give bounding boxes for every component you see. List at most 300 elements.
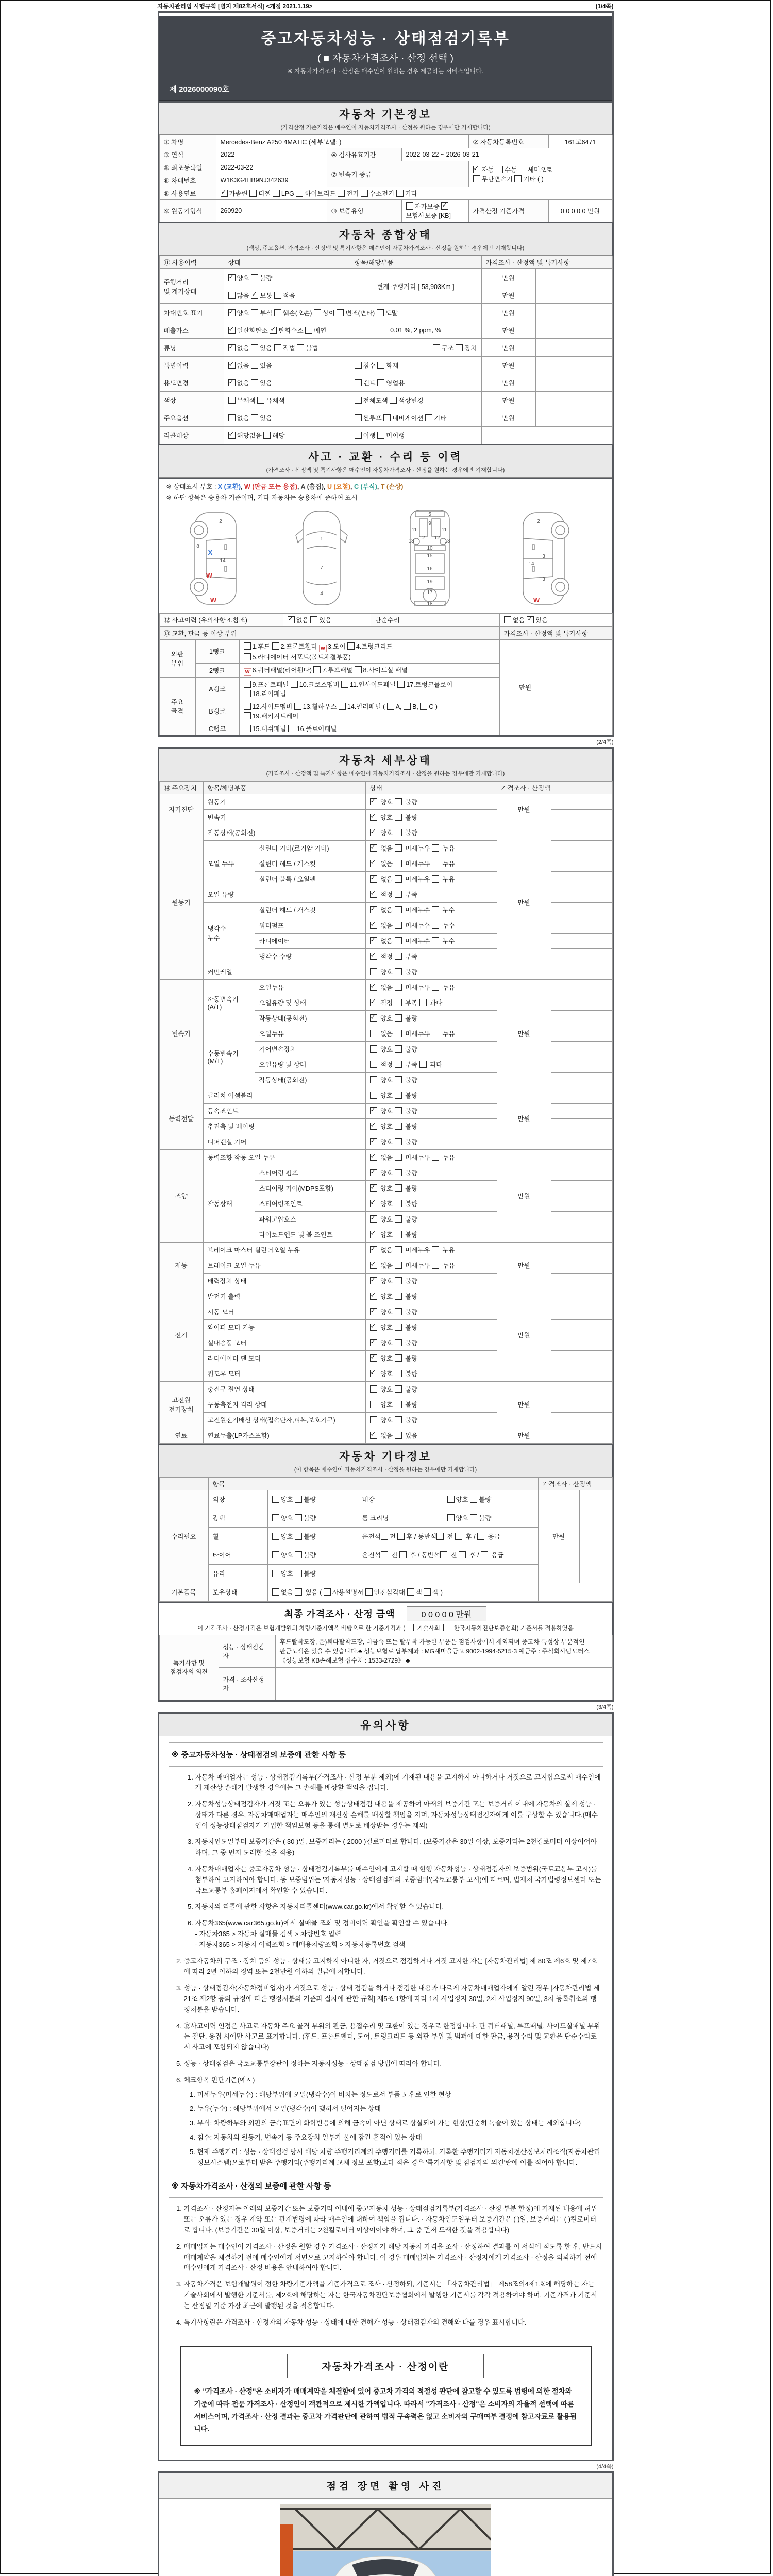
checkbox-checked-icon	[370, 798, 377, 805]
cell: 휠	[208, 1527, 267, 1546]
checkbox-icon	[355, 432, 362, 439]
cell	[551, 995, 612, 1010]
header-cell: ⑭ 주요장치	[159, 781, 203, 794]
checkbox-icon	[370, 1045, 377, 1053]
checkbox-icon	[249, 190, 257, 197]
cell: 동력전달	[159, 1088, 203, 1149]
legend-code: A (흠집)	[300, 483, 324, 490]
checkbox-icon	[251, 362, 258, 369]
checkbox-icon	[377, 309, 384, 316]
cell: 특별이력	[159, 357, 224, 374]
notice-subitem: 1. 미세누유(미세누수) : 해당부위에 오일(냉각수)이 비치는 정도로서 부품 노후로 인한 현상	[197, 2090, 603, 2100]
checkbox-icon	[251, 414, 258, 421]
header-cell: 상태	[224, 256, 350, 269]
cell	[551, 1428, 612, 1443]
cell	[551, 1304, 612, 1319]
checkbox-icon	[419, 999, 427, 1006]
cell: 2랭크	[195, 663, 239, 677]
cell: 구동축전지 격리 상태	[203, 1397, 365, 1412]
cell: 냉각수 누수	[203, 902, 255, 964]
legend-code: ,	[324, 483, 327, 490]
cell: 렌트 영업용	[350, 374, 481, 392]
checkbox-icon	[341, 681, 348, 688]
notice-item: 5. 자동차의 리콜에 관한 사항은 자동차리콜센터(www.car.go.kr)에서 확인할 수 있습니다.	[195, 1902, 603, 1912]
cell: 작동상태(공회전)	[255, 1072, 365, 1088]
checkbox-icon	[263, 432, 271, 439]
checkbox-icon	[395, 1076, 402, 1083]
checkbox-icon	[395, 1169, 402, 1176]
cell: ✓ 양호 불량	[365, 1319, 497, 1335]
sheet-2	[158, 747, 614, 1702]
cell: 충전구 절연 상태	[203, 1381, 365, 1397]
cell: ✓ 양호 불량	[365, 1304, 497, 1319]
notice-subitem: 4. 침수: 자동차의 원동기, 변속기 등 주요장치 일부가 물에 잠긴 흔적이 있는 상태	[197, 2132, 603, 2143]
cell: ⑫ 사고이력 (유의사항 4.참조)	[159, 613, 283, 626]
cell: 없음 ✓있음	[499, 613, 612, 626]
cell: 260920	[216, 200, 327, 222]
cell: 추진축 및 베어링	[203, 1118, 365, 1134]
checkbox-icon	[338, 190, 345, 197]
cell	[551, 1165, 612, 1180]
cell: 스티어링조인트	[255, 1196, 365, 1211]
legend-code: ,	[350, 483, 354, 490]
cell: 고전원 전기장치	[159, 1381, 203, 1428]
checkbox-icon	[436, 1533, 444, 1540]
cell: 기본품목	[159, 1583, 208, 1601]
checkbox-icon	[514, 175, 522, 182]
part-number: 18	[426, 601, 433, 607]
cell: 양호 불량	[365, 1381, 497, 1397]
cell: 만원	[481, 321, 535, 339]
legend-code: ,	[241, 483, 245, 490]
cell: 만원	[497, 1149, 551, 1242]
cell	[551, 809, 612, 825]
cell: 클러치 어셈블리	[203, 1088, 365, 1103]
document-subtitle: ( ■ 자동차가격조사 · 산정 선택 )	[317, 53, 454, 64]
checkbox-icon	[432, 1246, 439, 1253]
cell: 양호 불량	[267, 1509, 358, 1527]
checkbox-icon	[424, 1588, 431, 1596]
cell: 가격 · 조사산정 자	[219, 1667, 275, 1700]
page-marker-3: (3/4쪽)	[596, 1704, 614, 1710]
car-diagram-wrap	[159, 507, 612, 613]
cell: 전기	[159, 1289, 203, 1381]
cell: 만원	[497, 1289, 551, 1381]
notice-heading: ※ 중고자동차성능 · 상태점검의 보증에 관한 사항 등	[169, 1742, 603, 1767]
checkbox-checked-icon	[228, 362, 236, 369]
cell: 성능 · 상태점검 자	[219, 1635, 275, 1667]
cell: 커먼레일	[203, 964, 365, 979]
notice-item: 3. 성능 · 상태점검자(자동차정비업자)가 거짓으로 성능 · 상태 점검을 하거나 점검한 내용과 다르게 자동차매매업자에게 알린 경우 [자동차관리법 제21조 제2항 등의 규정에 따른 행정처분의 기준과 절차에 관한 규칙] 제5조 1항에 따라 1차 사업정지 30일, 2차 사업정지 90일, 3차 등록취소의 행정처분을 받습니다.	[184, 1983, 603, 2015]
legend-code: X (교환)	[217, 483, 241, 490]
cell: 배출가스	[159, 321, 224, 339]
cell: ✓ 없음 있음 적법 불법	[224, 339, 350, 357]
cell: 실린더 헤드 / 개스킷	[255, 902, 365, 918]
cell: 브레이크 마스터 실린더오일 누유	[203, 1242, 365, 1258]
cell: ✓ 양호 불량	[365, 825, 497, 840]
cell: ✓ 양호 부식 훼손(오손) 상이 변조(변타) 도말	[224, 304, 481, 321]
checkbox-icon	[407, 1624, 414, 1631]
cell: C랭크	[195, 722, 239, 735]
checkbox-icon	[395, 1184, 402, 1192]
checkbox-icon	[395, 829, 402, 836]
part-number: 2	[536, 518, 540, 524]
cell: ✓ 양호 불량	[365, 794, 497, 809]
cell: 만원	[481, 304, 535, 321]
cell: 161고6471	[548, 135, 612, 148]
checkbox-icon	[433, 344, 440, 351]
cell: 등속죠인트	[203, 1103, 365, 1118]
notice-subitem: 2. 누유(누수) : 해당부위에서 오일(냉각수)이 맺혀서 떨어지는 상태	[197, 2104, 603, 2114]
cell	[551, 639, 612, 735]
checkbox-icon	[272, 1514, 279, 1521]
detail-state-table	[159, 781, 612, 1444]
cell: 만원	[481, 357, 535, 374]
header-cell: 상태	[365, 781, 497, 794]
cell: 발전기 출력	[203, 1289, 365, 1304]
cell: ③ 연식	[159, 148, 216, 161]
checkbox-icon	[396, 190, 404, 197]
cell: 워터펌프	[255, 918, 365, 933]
section-title: 유의사항	[360, 1719, 411, 1732]
checkbox-checked-icon	[228, 344, 236, 351]
checkbox-icon	[370, 1385, 377, 1393]
checkbox-checked-icon	[228, 379, 236, 386]
notice-item: 3. 자동차인도일부터 보증기간은 ( 30 )일, 보증거리는 ( 2000 )킬로미터로 합니다. (보증기간은 30일 이상, 보증거리는 2천킬로미터 이상이어야 하며, 그 중 먼저 도래한 것을 적용)	[195, 1837, 603, 1858]
damage-mark: X	[208, 548, 212, 556]
cell	[579, 1490, 612, 1583]
checkbox-icon	[251, 344, 258, 351]
checkbox-checked-icon	[228, 309, 236, 316]
cell: ✓ 없음 미세누수 누수	[365, 918, 497, 933]
cell: 양호 불량	[365, 1041, 497, 1057]
cell: 연료	[159, 1428, 203, 1443]
checkbox-checked-icon	[370, 1107, 377, 1114]
header-cell: 가격조사 · 산정액	[538, 1477, 612, 1490]
header-cell: 가격조사 · 산정액 및 특기사항	[499, 626, 612, 639]
checkbox-icon	[274, 344, 281, 351]
notices-body	[159, 1736, 612, 2341]
section-accident-header	[159, 444, 612, 478]
cell: ✓ 없음 있음	[224, 357, 350, 374]
checkbox-icon	[395, 1045, 402, 1053]
part-number: 13	[408, 538, 414, 544]
cell	[551, 1134, 612, 1149]
header-cell: ⑪ 사용이력	[159, 256, 224, 269]
checkbox-icon	[347, 642, 355, 650]
legend-line2: ※ 하단 항목은 승용차 기준이며, 기타 자동차는 승용차에 준하여 표시	[166, 494, 358, 502]
checkbox-icon	[395, 906, 402, 913]
cell: 없음 있음	[224, 409, 350, 427]
section-title: 자동차 기타정보	[339, 1450, 432, 1463]
cell: 유리	[208, 1564, 267, 1583]
cell: ✓양호 불량	[224, 269, 350, 286]
checkbox-icon	[395, 1308, 402, 1315]
w-mark-icon: w	[244, 668, 251, 676]
cell: 타이어	[208, 1546, 267, 1564]
checkbox-checked-icon	[370, 860, 377, 867]
cell: 0.01 %, 2 ppm, %	[350, 321, 481, 339]
checkbox-icon	[395, 922, 402, 929]
cell: ✓ 양호 불량	[365, 1196, 497, 1211]
definition-box	[180, 2346, 592, 2446]
checkbox-icon	[395, 1370, 402, 1377]
cell: 자가보증 ✓보험사보증 [KB]	[401, 200, 468, 222]
cell: ✓ 양호 불량	[365, 1134, 497, 1149]
checkbox-icon	[470, 1496, 477, 1503]
section-detail-header	[159, 749, 612, 781]
checkbox-icon	[355, 414, 362, 421]
cell: ✓ 양호 불량	[365, 1289, 497, 1304]
cell: 연료누출(LP가스포함)	[203, 1428, 365, 1443]
cell: W1K3G4HB9NJ342639	[216, 174, 327, 187]
cell: ✓ 없음 미세누유 누유	[365, 840, 497, 856]
cell	[551, 1335, 612, 1350]
checkbox-icon	[273, 190, 280, 197]
inspection-photo-front	[159, 2499, 612, 2576]
cell: 9.프론트패널 10.크로스멤버 11.인사이드패널 17.트렁크플로어 18.리어패널	[239, 677, 499, 700]
cell: ✓ 없음 미세누유 누유	[365, 979, 497, 995]
final-price-value: 0 0 0 0 0 만원	[407, 1606, 487, 1621]
cell: 주행거리 및 계기상태	[159, 269, 224, 304]
cell: 변속기	[159, 979, 203, 1088]
checkbox-icon	[381, 1551, 388, 1558]
cell: ✓ 양호 불량	[365, 1118, 497, 1134]
checkbox-icon	[251, 309, 258, 316]
cell: 윈도우 모터	[203, 1366, 365, 1381]
cell: 튜닝	[159, 339, 224, 357]
cell: 외판 부위	[159, 639, 195, 677]
notice-subitem: 3. 부식: 차량하부와 외판의 금속표면이 화학반응에 의해 금속이 아닌 상태로 상실되어 가는 현상(단순히 녹슬어 있는 상태는 제외합니다)	[197, 2118, 603, 2129]
checkbox-icon	[305, 327, 312, 334]
checkbox-icon	[370, 1416, 377, 1423]
cell: 1.후드 2.프론트휀더 w 3.도어 4.트렁크리드 5.라디에이터 서포트(볼트체결부품)	[239, 639, 499, 663]
cell	[551, 1180, 612, 1196]
document-note: ※ 자동차가격조사 · 산정은 매수인이 원하는 경우 제공하는 서비스입니다.	[287, 67, 484, 75]
checkbox-checked-icon	[370, 1169, 377, 1176]
checkbox-checked-icon	[370, 875, 377, 883]
checkbox-icon	[473, 175, 480, 182]
status-code-legend	[159, 478, 612, 507]
cell	[551, 1010, 612, 1026]
cell: ✓자동 수동 세미오토 무단변속기 기타 ( )	[468, 161, 612, 187]
checkbox-icon	[407, 1588, 414, 1596]
cell: 2022-03-22 ~ 2026-03-21	[401, 148, 612, 161]
checkbox-icon	[377, 432, 384, 439]
cell	[551, 1072, 612, 1088]
cell: ⑩ 보증유형	[327, 200, 401, 222]
checkbox-icon	[406, 202, 413, 210]
document-title: 중고자동차성능 · 상태점검기록부	[261, 30, 510, 47]
cell: ✓ 없음 미세누유 누유	[365, 856, 497, 871]
notice-item: 4. ⑫사고이력 인정은 사고로 자동차 주요 골격 부위의 판금, 용접수리 및 교환이 있는 경우로 한정합니다. 단 쿼터패널, 루프패널, 사이드실패널 부위는 절단, 용접 시에만 사고로 표기합니다. (후드, 프론트펜더, 도어, 트렁크리드 등 외판 부위 및 범퍼에 대한 판금, 용접수리 및 교환은 단순수리로서 사고에 포함되지 않습니다)	[184, 2021, 603, 2053]
cell: ✓ 없음 있음	[283, 613, 371, 626]
cell: 2022	[216, 148, 327, 161]
cell: 보유상태	[208, 1583, 267, 1601]
checkbox-icon	[295, 1551, 302, 1558]
checkbox-icon	[432, 844, 439, 852]
cell: 운전석 전 후 / 동반석 전 후 / 응급	[358, 1527, 538, 1546]
cell: ✓ 양호 불량	[365, 1211, 497, 1227]
checkbox-icon	[274, 292, 281, 299]
checkbox-icon	[314, 309, 321, 316]
cell: 오일유량 및 상태	[255, 995, 365, 1010]
cell: ✓ 가솔린 디젤 LPG 하이브리드 전기 수소전기 기타	[216, 187, 612, 200]
checkbox-icon	[244, 642, 251, 650]
checkbox-icon	[440, 1551, 447, 1558]
header-cell: 가격조사 · 산정액	[497, 781, 612, 794]
checkbox-icon	[395, 937, 402, 944]
legend-codes	[218, 483, 404, 490]
checkbox-icon	[496, 166, 503, 173]
cell: ✓ 일산화탄소 ✓탄화수소 매연	[224, 321, 350, 339]
cell: 스티어링 기어(MDPS포함)	[255, 1180, 365, 1196]
section-subtitle: (이 항목은 매수인이 자동차가격조사 · 산정을 원하는 경우에만 기재합니다)	[294, 1466, 477, 1473]
checkbox-icon	[377, 379, 384, 386]
cell: 룸 크리닝	[358, 1509, 443, 1527]
other-info-table	[159, 1477, 612, 1602]
section-notices-header	[159, 1714, 612, 1736]
page-marker-4: (4/4쪽)	[596, 2463, 614, 2470]
cell: ✓ 적정 부족	[365, 887, 497, 902]
checkbox-icon	[395, 968, 402, 975]
checkbox-icon	[399, 1551, 407, 1558]
cell: 많음 ✓보통 적음	[224, 286, 350, 304]
checkbox-icon	[324, 1588, 331, 1596]
checkbox-checked-icon	[370, 1184, 377, 1192]
checkbox-icon	[504, 616, 511, 623]
checkbox-icon	[395, 1246, 402, 1253]
checkbox-checked-icon	[270, 327, 277, 334]
checkbox-icon	[257, 397, 264, 404]
cell: 차대번호 표기	[159, 304, 224, 321]
cell: 타이로드엔드 및 볼 조인트	[255, 1227, 365, 1242]
part-number: 19	[426, 579, 433, 585]
checkbox-checked-icon	[370, 1123, 377, 1130]
cell	[551, 1366, 612, 1381]
basic-info-table	[159, 135, 612, 222]
cell	[535, 374, 612, 392]
notice-item: 1. 자동차 매매업자는 성능 · 상태점검기록부(가격조사 · 산정 부분 제외)에 기재된 내용을 고지하지 아니하거나 거짓으로 고지함으로써 매수인에게 재산상 손해가 발생한 경우에는 그 손해를 배상할 책임을 집니다.	[195, 1772, 603, 1794]
title-header	[159, 13, 612, 101]
cell	[551, 1026, 612, 1041]
checkbox-icon	[397, 1533, 405, 1540]
checkbox-checked-icon	[370, 1324, 377, 1331]
final-price-label: 최종 가격조사 · 산정 금액	[284, 1609, 395, 1619]
cell: 운전석 전 후 / 동반석 전 후 / 응급	[358, 1546, 538, 1564]
section-subtitle: (색상, 주요옵션, 가격조사 · 산정액 및 특기사항은 매수인이 자동차가격조사 · 산정을 원하는 경우에만 기재합니다)	[246, 245, 525, 251]
checkbox-checked-icon	[370, 1215, 377, 1223]
cell: 실린더 커버(로커암 커버)	[255, 840, 365, 856]
cell: 주요 골격	[159, 677, 195, 735]
cell	[551, 1103, 612, 1118]
cell	[551, 1041, 612, 1057]
cell: ⑧ 사용연료	[159, 187, 216, 200]
checkbox-checked-icon	[441, 202, 448, 210]
cell: 만원	[497, 825, 551, 979]
cell: ✓ 없음 미세누유 누유	[365, 1242, 497, 1258]
checkbox-icon	[339, 703, 346, 710]
checkbox-icon	[470, 1514, 477, 1521]
cell	[535, 269, 612, 286]
cell: 고전원전기배선 상태(접속단자,피복,보호기구)	[203, 1412, 365, 1428]
part-number: 12	[418, 535, 425, 541]
part-number: 16	[426, 566, 433, 572]
checkbox-icon	[295, 1496, 302, 1503]
checkbox-icon	[395, 1061, 402, 1068]
checkbox-checked-icon	[370, 937, 377, 944]
cell: 만원	[481, 392, 535, 409]
definition-box-wrap	[159, 2341, 612, 2459]
cell: 단순수리	[371, 613, 499, 626]
cell: ✓ 양호 불량	[365, 1335, 497, 1350]
checkbox-icon	[432, 1154, 439, 1161]
checkbox-icon	[244, 653, 251, 660]
checkbox-checked-icon	[228, 432, 236, 439]
cell: 1랭크	[195, 639, 239, 663]
cell: ✓ 없음 있음	[365, 1428, 497, 1443]
cell: ✓ 해당없음 해당	[224, 427, 350, 444]
checkbox-icon	[395, 1200, 402, 1207]
cell: 만원	[497, 1381, 551, 1428]
cell: 실린더 블록 / 오일팬	[255, 871, 365, 887]
notice-item: 4. 자동차매매업자는 중고자동차 성능 · 상태점검기록부를 매수인에게 고지할 때 현행 자동차성능 · 상태점검자의 보증범위(국토교통부 고시)를 첨부하여 고지하여야 합니다. 동 보증범위는 '자동차성능 · 상태점검자의 보증범위'(국토교통부 고시)에 따르며, 법제처 국가법령정보센터 또는 국토교통부 홈페이지에서 확인할 수 있습니다.	[195, 1864, 603, 1896]
cell: 12.사이드멤버 13.휠하우스 14.필러패널 ( A, B, C ) 19.패키지트레이	[239, 700, 499, 722]
damage-mark: W	[210, 596, 216, 604]
cell: 작동상태(공회전)	[255, 1010, 365, 1026]
cell: 적정 부족 과다	[365, 1057, 497, 1072]
cell: 파워고압호스	[255, 1211, 365, 1227]
cell: 오일 누유	[203, 840, 255, 887]
checkbox-checked-icon	[370, 814, 377, 821]
cell: 썬루프 네비게이션 기타	[350, 409, 481, 427]
cell: 오일 유량	[203, 887, 365, 902]
checkbox-checked-icon	[288, 616, 295, 623]
checkbox-icon	[370, 1401, 377, 1408]
cell: 양호 불량	[267, 1490, 358, 1509]
checkbox-icon	[404, 703, 411, 710]
notice-item: 6. 체크항목 판단기준(예시) 1. 미세누유(미세누수) : 해당부위에 오일(냉각수)이 비치는 정도로서 부품 노후로 인한 현상 2. 누유(누수) : 해당부위에서 오일(냉각수)이 맺혀서 떨어지는 상태 3. 부식: 차량하부와 외판의 금속표면이 화학반응에 의해 금속이 아닌 상태로 상실되어 가는 현상(단순히 녹슬어 있는 상태는 제외합니다) 4. 침수: 자동차의 원동기, 변속기 등 주요장치 일부가 물에 잠긴 흔적이 있는 상태 5. 현재 주행거리 : 성능 · 상태점검 당시 해당 차량 주행거리계의 주행거리를 기록하되, 기록한 주행거리가 자동차전산정보처리조직(자동차관리정보시스템)으로부터 받은 주행거리(주행거리계 교체 정보 포함)보다 적은 경우 '특기사항 및 점검자의 의견'란에 이를 적어야 합니다.	[184, 2075, 603, 2168]
part-number: 2	[219, 518, 222, 524]
part-number: 1	[320, 536, 323, 542]
cell	[551, 1227, 612, 1242]
cell: 자기진단	[159, 794, 203, 825]
summary-table	[159, 256, 612, 444]
checkbox-icon	[447, 1514, 455, 1521]
checkbox-icon	[432, 1030, 439, 1037]
cell: 구조 장치	[350, 339, 481, 357]
cell: 만원	[499, 639, 551, 735]
cell: ✓ 양호 불량	[365, 1165, 497, 1180]
checkbox-checked-icon	[370, 906, 377, 913]
cell	[551, 1350, 612, 1366]
checkbox-icon	[395, 860, 402, 867]
checkbox-icon	[395, 891, 402, 898]
cell	[551, 887, 612, 902]
checkbox-icon	[310, 616, 317, 623]
checkbox-icon	[395, 1014, 402, 1022]
cell	[551, 1258, 612, 1273]
checkbox-icon	[251, 274, 258, 281]
checkbox-icon	[370, 1092, 377, 1099]
w-mark-icon: w	[319, 645, 327, 652]
notice-item: 1. 가격조사 · 산정자는 아래의 보증기간 또는 보증거리 이내에 중고자동차 성능 · 상태점검기록부(가격조사 · 산정 부분 한정)에 기재된 내용에 허위 또는 오류가 있는 경우 계약 또는 관계법령에 따라 매수인에 대하여 책임을 집니다. · 자동차인도일부터 보증기간은 ( )일, 보증거리는 ( )킬로미터로 합니다. (보증기간은 30일 이상, 보증거리는 2천킬로미터 이상이어야 하며, 그 중 먼저 도래한 것을 적용합니다)	[184, 2204, 603, 2235]
cell: A랭크	[195, 677, 239, 700]
checkbox-icon	[291, 681, 298, 688]
part-number: 3	[542, 553, 545, 560]
checkbox-checked-icon	[370, 1293, 377, 1300]
checkbox-checked-icon	[370, 891, 377, 898]
